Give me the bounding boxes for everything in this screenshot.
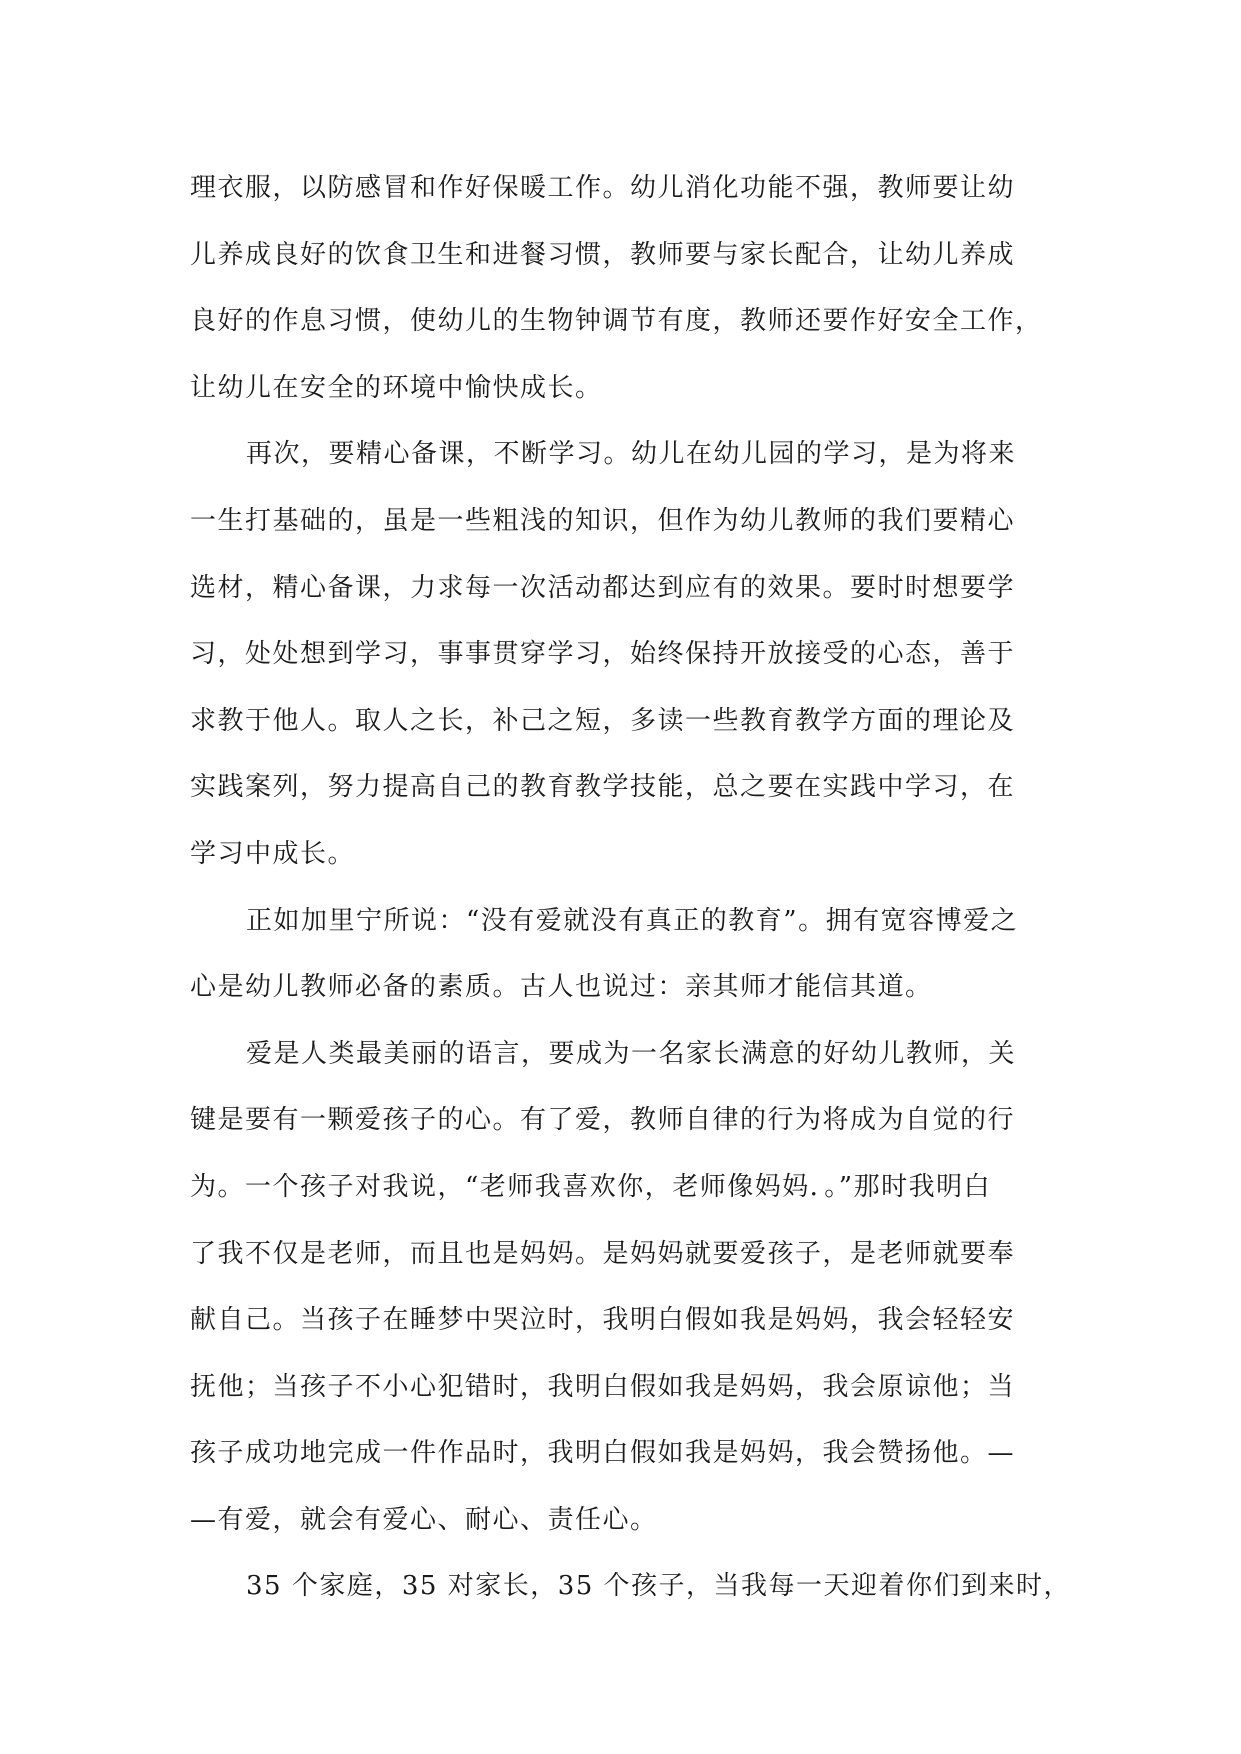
text-line: 习，处处想到学习，事事贯穿学习，始终保持开放接受的心态，善于 [190,639,1016,670]
paragraph [190,1021,1060,1554]
text-line: 良好的作息习惯，使幼儿的生物钟调节有度，教师还要作好安全工作， [190,306,1043,337]
text-line: 抚他；当孩子不小心犯错时，我明白假如我是妈妈，我会原谅他；当 [190,1371,1016,1402]
text-line: 孩子成功地完成一件作品时，我明白假如我是妈妈，我会赞扬他。— [190,1438,1016,1469]
text-line: 正如加里宁所说：“没有爱就没有真正的教育”。拥有宽容博爱之 [246,905,1019,936]
paragraph [190,888,1060,1021]
text-line: 一生打基础的，虽是一些粗浅的知识，但作为幼儿教师的我们要精心 [190,505,1016,536]
text-line: 理衣服，以防感冒和作好保暖工作。幼儿消化功能不强，教师要让幼 [190,173,1016,203]
text-line: 选材，精心备课，力求每一次活动都达到应有的效果。要时时想要学 [190,572,1016,603]
text-line: 献自己。当孩子在睡梦中哭泣时，我明白假如我是妈妈，我会轻轻安 [190,1305,1016,1336]
text-line: 儿养成良好的饮食卫生和进餐习惯，教师要与家长配合，让幼儿养成 [190,239,1016,270]
text-line: 求教于他人。取人之长，补己之短，多读一些教育教学方面的理论及 [190,705,1016,736]
paragraph [190,1553,1072,1620]
text-line: 键是要有一颗爱孩子的心。有了爱，教师自律的行为将成为自觉的行 [190,1105,1016,1136]
text-line: 了我不仅是老师，而且也是妈妈。是妈妈就要爱孩子，是老师就要奉 [190,1238,1016,1269]
text-line: 心是幼儿教师必备的素质。古人也说过：亲其师才能信其道。 [190,972,933,1003]
text-line: 实践案列，努力提高自己的教育教学技能，总之要在实践中学习，在 [190,772,1016,803]
paragraph [190,421,1060,887]
paragraph [190,155,1060,421]
body-text [190,155,1072,1620]
text-line: 为。一个孩子对我说，“老师我喜欢你，老师像妈妈．。”那时我明白 [190,1171,992,1202]
text-line: 爱是人类最美丽的语言，要成为一名家长满意的好幼儿教师，关 [246,1038,1017,1069]
text-line: 35 个家庭，35 对家长，35 个孩子，当我每一天迎着你们到来时， [246,1571,1072,1602]
text-line: 让幼儿在安全的环境中愉快成长。 [190,372,603,403]
text-line: —有爱，就会有爱心、耐心、责任心。 [190,1504,658,1535]
text-line: 学习中成长。 [190,838,356,869]
text-line: 再次，要精心备课，不断学习。幼儿在幼儿园的学习，是为将来 [246,439,1017,470]
